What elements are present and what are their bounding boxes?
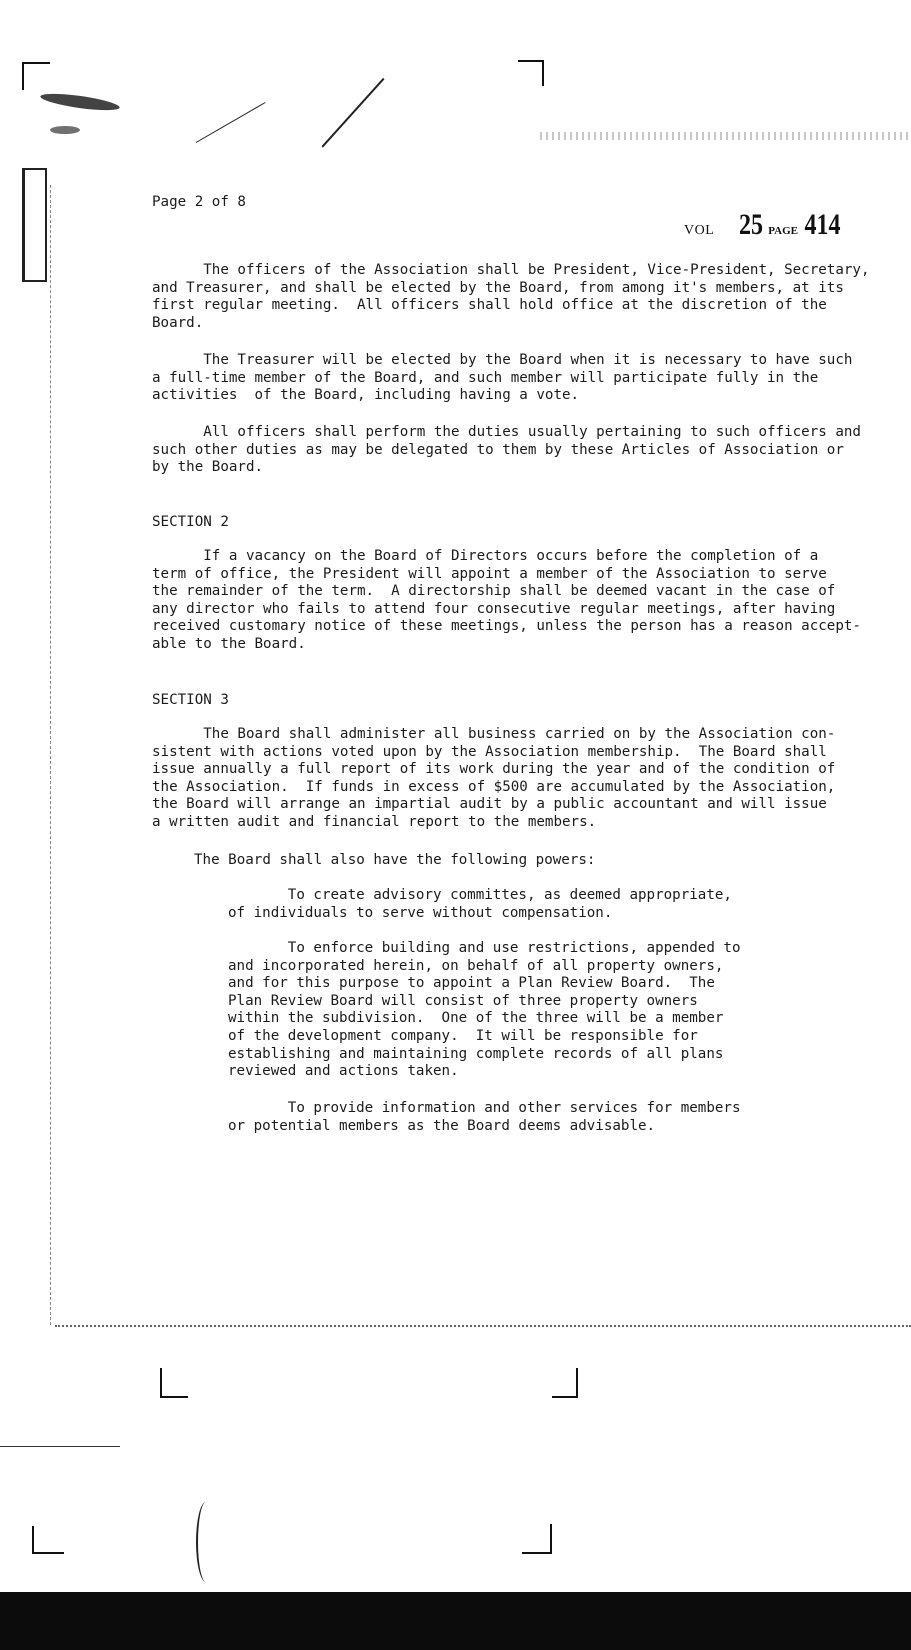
crop-mark-lower-left xyxy=(32,1526,64,1554)
volume-page-stamp xyxy=(684,208,845,242)
crop-mark-top-left xyxy=(22,62,50,90)
stamp-vol-number: 25 xyxy=(739,208,764,241)
power-advisory-committees: To create advisory committes, as deemed appropriate, of individuals to serve without compensation. xyxy=(228,887,732,921)
scan-noise xyxy=(540,132,910,140)
pen-stroke xyxy=(196,102,266,143)
ink-smudge xyxy=(40,90,121,113)
paragraph-duties: All officers shall perform the duties usually pertaining to such officers and such other duties as may be delegated to them by these Articles of Association or by the Board. xyxy=(152,424,861,476)
paragraph-powers-intro: The Board shall also have the following powers: xyxy=(194,852,596,868)
paragraph-vacancy: If a vacancy on the Board of Directors occurs before the completion of a term of office, the President will appoint a member of the Association to serve the remainder of the term. A directorship shall be deemed vacant in the case of any director who fails to attend four consecutive regular meetings, after having received customary notice of these meetings, unless the person has a reason accept- able to the Board. xyxy=(152,548,861,652)
power-plan-review-board: To enforce building and use restrictions, appended to and incorporated herein, on behalf of all property owners, and for this purpose to appoint a Plan Review Board. The Plan Review Board will consist of three property owners within the subdivision. One of the three will be a member of the development company. It will be responsible for establishing and maintaining complete records of all plans reviewed and actions taken. xyxy=(228,940,741,1080)
crop-mark-bottom-right xyxy=(552,1368,578,1398)
section-2-heading: SECTION 2 xyxy=(152,514,229,530)
stamp-vol-label: VOL xyxy=(684,223,715,238)
pen-stroke xyxy=(321,78,384,147)
page-left-edge xyxy=(50,185,51,1325)
power-information-services: To provide information and other services for members or potential members as the Board deems advisable. xyxy=(228,1100,741,1134)
page-bottom-edge xyxy=(55,1325,911,1327)
paragraph-treasurer: The Treasurer will be elected by the Board when it is necessary to have such a full-time member of the Board, and such member will participate fully in the activities of the Board, including having a vote. xyxy=(152,352,853,404)
crop-mark-bottom-left xyxy=(160,1368,188,1398)
paragraph-administration: The Board shall administer all business carried on by the Association con- sistent with actions voted upon by the Association membership. The Board shall issue annually a full report of its work during the year and of the condition of the Association. If funds in excess of $500 are accumulated by the Association, the Board will arrange an impartial audit by a public accountant and will issue a written audit and financial report to the members. xyxy=(152,726,836,830)
stamp-page-label: PAGE xyxy=(768,225,799,237)
paragraph-officers: The officers of the Association shall be President, Vice-President, Secretary, and Treasurer, and shall be elected by the Board, from among it's members, at its first regular meeting. All officers shall hold office at the discretion of the Board. xyxy=(152,262,870,331)
stamp-page-number: 414 xyxy=(804,208,841,241)
scan-line xyxy=(0,1446,120,1447)
pen-stroke xyxy=(196,1502,216,1582)
scan-border xyxy=(0,1592,911,1650)
crop-mark-lower-right xyxy=(522,1524,552,1554)
page-number: Page 2 of 8 xyxy=(152,194,246,210)
ink-smudge xyxy=(50,126,80,134)
section-3-heading: SECTION 3 xyxy=(152,692,229,708)
binding-tab xyxy=(22,168,47,282)
crop-mark-top-right xyxy=(518,60,544,86)
